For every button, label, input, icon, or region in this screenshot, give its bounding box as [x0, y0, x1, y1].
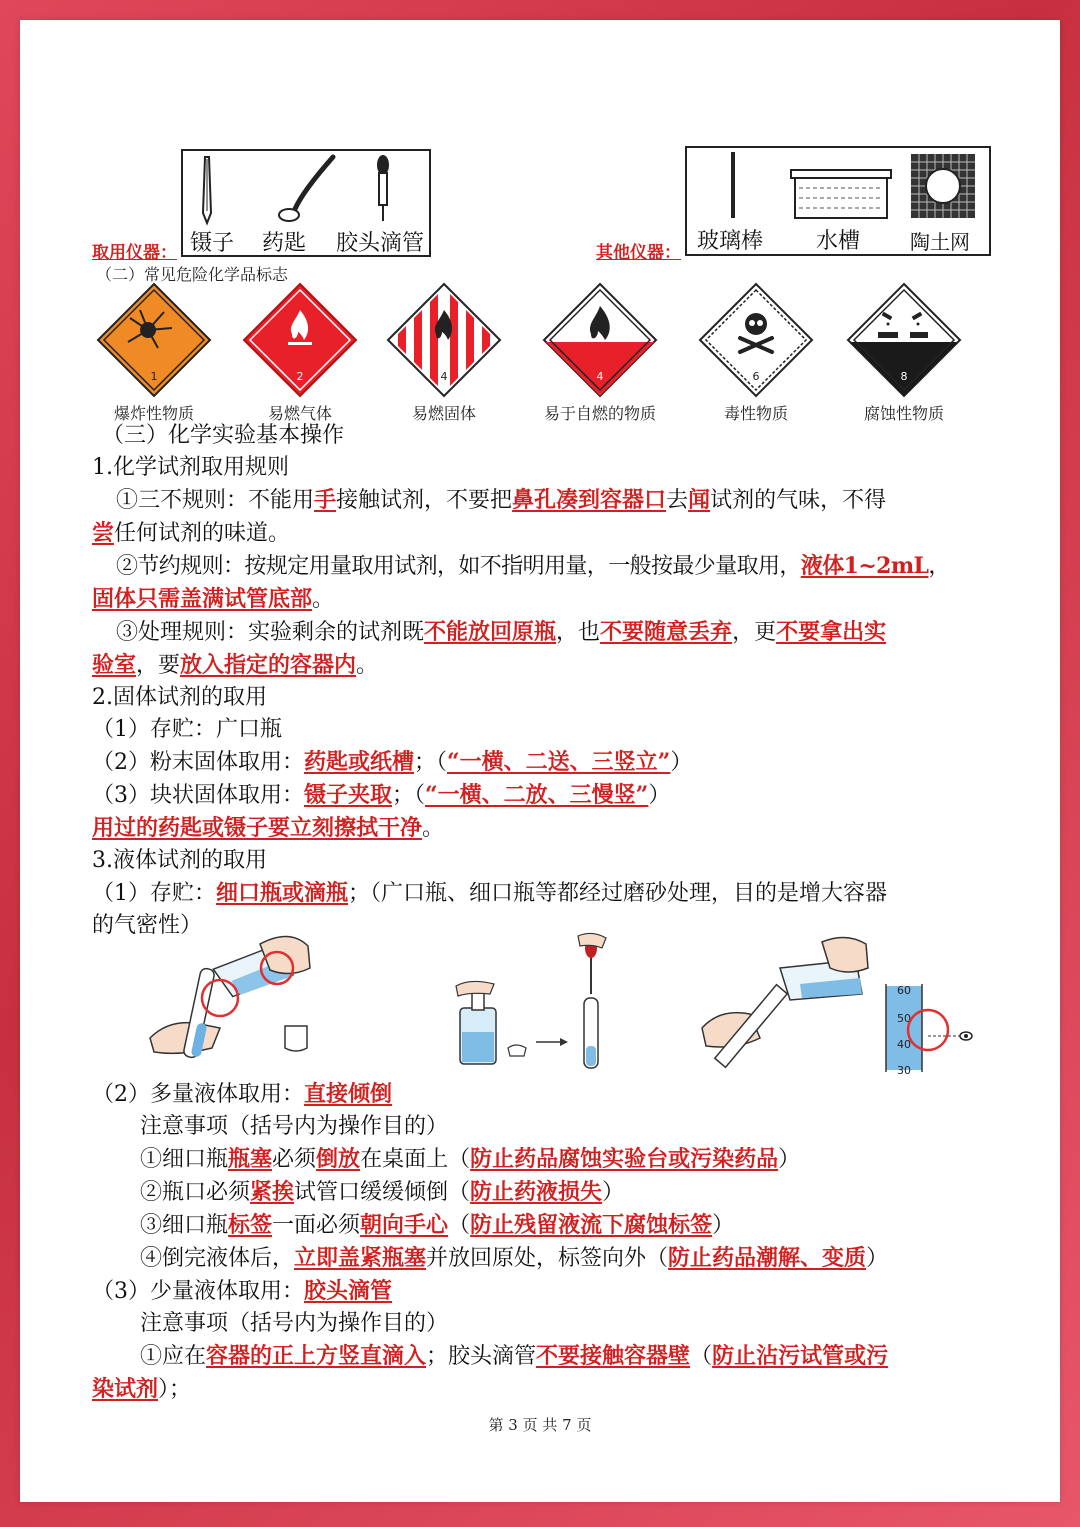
rule2-line1: ②节约规则：按规定用量取用试剂，如不指明用量，一般按最少量取用，液体1~2mL， [116, 553, 950, 579]
dropper-icon [377, 155, 389, 221]
liquid-storage-line2: 的气密性） [92, 913, 203, 938]
note1-item3: ③细口瓶标签一面必须朝向手心（防止残留液流下腐蚀标签） [140, 1212, 735, 1238]
hazard-label-spontaneous: 易于自燃的物质 [543, 404, 656, 423]
liquid-large: （2）多量液体取用：直接倾倒 [92, 1081, 393, 1107]
liquid-small: （3）少量液体取用：胶头滴管 [92, 1278, 393, 1304]
tick-40: 40 [897, 1038, 911, 1051]
solid-powder: （2）粉末固体取用：药匙或纸槽；（“一横、二送、三竖立”） [92, 749, 693, 775]
note1-item4: ④倒完液体后，立即盖紧瓶塞并放回原处，标签向外（防止药品潮解、变质） [140, 1245, 889, 1271]
flammable-gas-sign [244, 284, 356, 396]
rule3-line1: ③处理规则：实验剩余的试剂既不能放回原瓶，也不要随意丢弃，更不要拿出实 [116, 619, 887, 645]
pouring-testtube-drawing [150, 936, 310, 1058]
explosive-class-num: 1 [150, 370, 158, 383]
other-instruments-drawing [687, 148, 989, 228]
flammable-gas-class-num: 2 [296, 370, 304, 383]
hazard-section-title: （二）常见危险化学品标志 [96, 265, 289, 284]
heading-liquid: 3.液体试剂的取用 [92, 848, 267, 873]
corrosive-class-num: 8 [900, 370, 908, 383]
spontaneous-class-num: 4 [596, 370, 604, 383]
dropper-cap-icon [508, 1045, 526, 1056]
tweezers-icon [203, 157, 211, 223]
toxic-sign [700, 284, 812, 396]
pouring-cylinder-drawing [702, 937, 868, 1067]
solid-storage: （1）存贮：广口瓶 [92, 717, 282, 742]
liquid-operations-illustration [140, 928, 990, 1078]
hazard-label-toxic: 毒性物质 [723, 404, 788, 423]
hazard-signs-row [90, 282, 990, 400]
take-instruments-label: 取用仪器： [92, 243, 177, 263]
spoon-label: 药匙 [262, 231, 307, 256]
tick-50: 50 [897, 1012, 911, 1025]
section3-title: （三）化学实验基本操作 [102, 423, 345, 448]
bottle-stopper-icon [285, 1026, 307, 1051]
solid-block: （3）块状固体取用：镊子夹取；（“一横、二放、三慢竖”） [92, 782, 671, 808]
flammable-solid-sign [388, 284, 500, 396]
text-block-liquid [92, 1078, 1002, 1406]
liquid-storage-line1: （1）存贮：细口瓶或滴瓶；（广口瓶、细口瓶等都经过磨砂处理，目的是增大容器 [92, 880, 888, 906]
note2-item1-line1: ①应在容器的正上方竖直滴入；胶头滴管不要接触容器壁（防止沾污试管或污 [140, 1343, 889, 1369]
hazard-label-flammable-solid: 易燃固体 [411, 404, 476, 423]
hand-icon [456, 981, 494, 996]
hand-icon [578, 933, 606, 948]
hazard-label-corrosive: 腐蚀性物质 [863, 404, 944, 423]
rule2-line2: 固体只需盖满试管底部。 [92, 586, 335, 612]
solid-clean: 用过的药匙或镊子要立刻擦拭干净。 [92, 815, 445, 841]
dropper-label: 胶头滴管 [336, 231, 425, 256]
ceramic-gauze-icon [911, 154, 975, 218]
water-trough-icon [791, 170, 891, 218]
spoon-icon [279, 157, 333, 221]
page-footer: 第 3 页 共 7 页 [488, 1416, 592, 1434]
tick-60: 60 [897, 984, 911, 997]
heading-rules: 1.化学试剂取用规则 [92, 455, 289, 480]
note2-item1-line2: 染试剂）； [92, 1376, 192, 1402]
note1-item1: ①细口瓶瓶塞必须倒放在桌面上（防止药品腐蚀实验台或污染药品） [140, 1146, 801, 1172]
ceramic-gauze-label: 陶土网 [910, 230, 970, 254]
flammable-solid-class-num: 4 [440, 370, 448, 383]
other-instruments-label: 其他仪器： [596, 243, 681, 263]
hand-icon [822, 937, 868, 972]
corrosive-sign [848, 284, 960, 396]
heading-solid: 2.固体试剂的取用 [92, 685, 267, 710]
note1-item2: ②瓶口必须紧挨试管口缓缓倾倒（防止药液损失） [140, 1179, 625, 1205]
note2-title: 注意事项（括号内为操作目的） [140, 1311, 449, 1336]
dropper-bottle-drawing [456, 933, 606, 1068]
explosive-sign [98, 284, 210, 396]
take-instruments-drawing [183, 151, 429, 231]
tweezers-label: 镊子 [190, 231, 235, 256]
hazard-label-flammable-gas: 易燃气体 [267, 404, 332, 423]
toxic-class-num: 6 [752, 370, 760, 383]
text-block-rules [92, 420, 1002, 942]
glass-rod-label: 玻璃棒 [697, 229, 764, 254]
note1-title: 注意事项（括号内为操作目的） [140, 1114, 449, 1139]
spontaneous-combustion-sign [544, 284, 656, 396]
hazard-label-explosive: 爆炸性物质 [113, 404, 194, 423]
rule1-line1: ①三不规则：不能用手接触试剂，不要把鼻孔凑到容器口去闻试剂的气味，不得 [116, 487, 887, 513]
tick-30: 30 [897, 1064, 911, 1077]
rule1-line2: 尝任何试剂的味道。 [92, 520, 291, 546]
water-trough-label: 水槽 [816, 229, 861, 254]
cylinder-reading-drawing [886, 984, 972, 1077]
rule3-line2: 验室，要放入指定的容器内。 [92, 652, 379, 678]
